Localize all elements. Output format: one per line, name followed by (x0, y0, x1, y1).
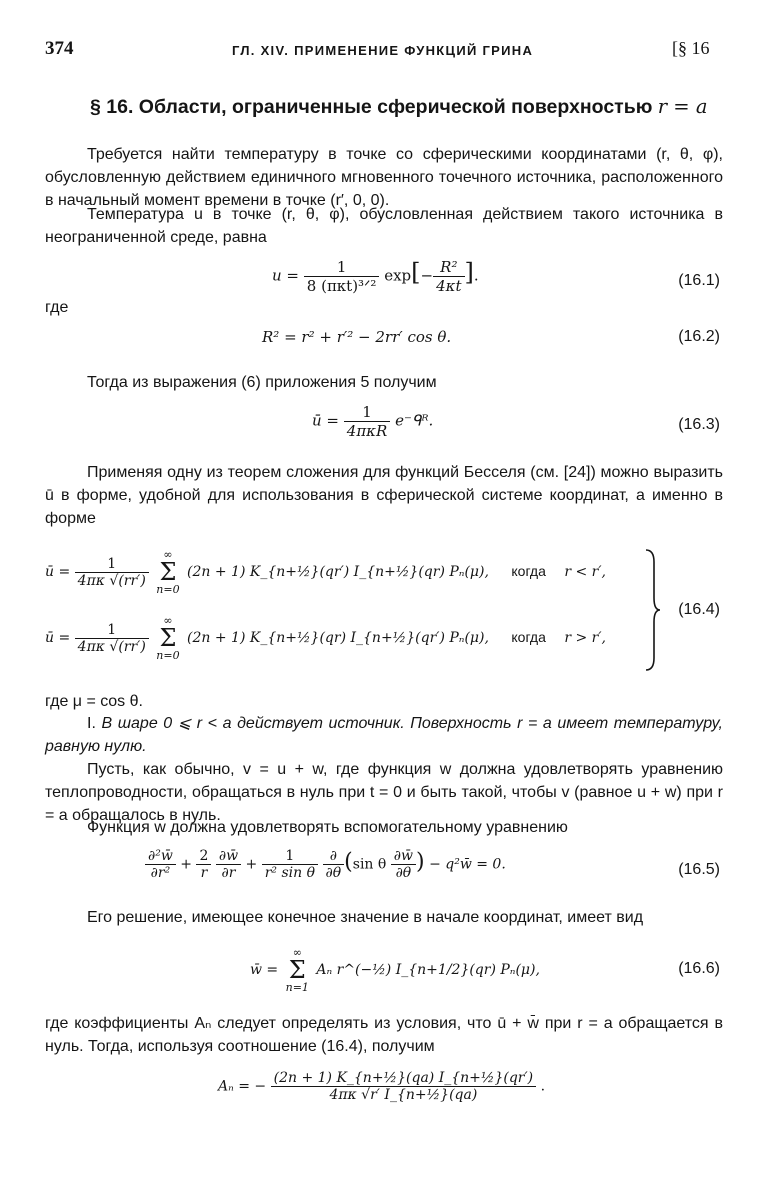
paragraph-2: Температура u в точке (r, θ, φ), обусловленная действием такого источника в неограниченной среде, равна (45, 206, 723, 246)
equation-number-16-1: (16.1) (678, 272, 720, 289)
paragraph-1: Требуется найти температуру в точке со сферическими координатами (r, θ, φ), обусловленную действием единичного мгновенного точечного источника, расположенного в начальный момент времени в точке (r′, 0, 0). (45, 146, 723, 209)
equation-16-4-row-1: ū = $\frac{1}{4\pi\kappa √(rr')}$ ∞ Σ n=0 (2n + 1) K_{n+½}(qr′) I_{n+½}(qr) Pₙ(μ), когда r < r′, (45, 548, 606, 596)
right-brace-icon (642, 548, 662, 672)
equation-16-5: $\frac{\text{∂²w̄}}{\text{∂r²}}$ + $\frac{2}{r}$ $\frac{\partial w̄}{\partial r}$ + $\frac{1}{\text{r² sin θ}}$ $\frac{\partial}{\partial\theta}$ (sin θ $\frac{\partial w̄}{\partial\theta}$ ) − q²w̄ = 0. (145, 848, 506, 881)
section-ref: [§ 16 (672, 38, 710, 58)
paragraph-5: Пусть, как обычно, v = u + w, где функция w должна удовлетворять уравнению теплопроводности, обращаться в нуль при t = 0 и быть такой, чтобы v (равное u + w) при r = a обращалось в нуль. (45, 761, 723, 824)
paragraph-7: Его решение, имеющее конечное значение в начале координат, имеет вид (87, 909, 644, 926)
equation-number-16-5: (16.5) (678, 861, 720, 878)
equation-number-16-6: (16.6) (678, 960, 720, 977)
where-mu: где μ = cos θ. (45, 693, 143, 710)
paragraph-6: Функция w̄ должна удовлетворять вспомогательному уравнению (87, 819, 568, 836)
running-head: ГЛ. XIV. ПРИМЕНЕНИЕ ФУНКЦИЙ ГРИНА (232, 43, 534, 58)
section-title: § 16. Области, ограниченные сферической поверхностью r = a (90, 95, 708, 118)
equation-16-4-row-2: ū = $\frac{1}{4\pi\kappa √(rr')}$ ∞ Σ n=0 (2n + 1) K_{n+½}(qr) I_{n+½}(qr′) Pₙ(μ), когда r > r′, (45, 614, 606, 662)
equation-number-16-2: (16.2) (678, 328, 720, 345)
equation-number-16-4: (16.4) (678, 601, 720, 618)
equation-number-16-3: (16.3) (678, 416, 720, 433)
page-number: 374 (45, 38, 74, 59)
where-label: где (45, 299, 69, 316)
equation-16-6: w̄ = ∞ Σ n=1 Aₙ r^(−½) I_{n+1/2}(qr) Pₙ(μ), (250, 946, 540, 994)
equation-coefficients: Aₙ = − $\frac{\text{(2n + 1) K\_\{n+½\}(qa) I\_\{n+½\}(qr′)}}{\text{4πκ √r′ I\_\{n+½\}(qa)}}$ . (218, 1070, 546, 1103)
paragraph-8: где коэффициенты Aₙ следует определять из условия, что ū + w̄ при r = a обращается в нуль. Тогда, используя соотношение (16.4), получим (45, 1015, 723, 1055)
equation-16-3: ū = $\frac{1}{\text{4πκR}}$ e⁻ᑫᴿ. (312, 403, 434, 440)
case-1-heading: I. В шаре 0 ⩽ r < a действует источник. Поверхность r = a имеет температуру, равную нулю. (45, 715, 724, 755)
equation-16-2: R² = r² + r′² − 2rr′ cos θ. (262, 328, 452, 346)
equation-16-1: u = $\frac{1}{\text{8 (πκt)³ᐟ²}}$ exp[− $\frac{\text{R²}}{4\kappa t}$ ]. (272, 258, 479, 295)
paragraph-3: Тогда из выражения (6) приложения 5 получим (87, 374, 437, 391)
paragraph-4: Применяя одну из теорем сложения для функций Бесселя (см. [24]) можно выразить ū в форме, удобной для использования в сферической системе координат, а именно в форме (45, 464, 723, 527)
